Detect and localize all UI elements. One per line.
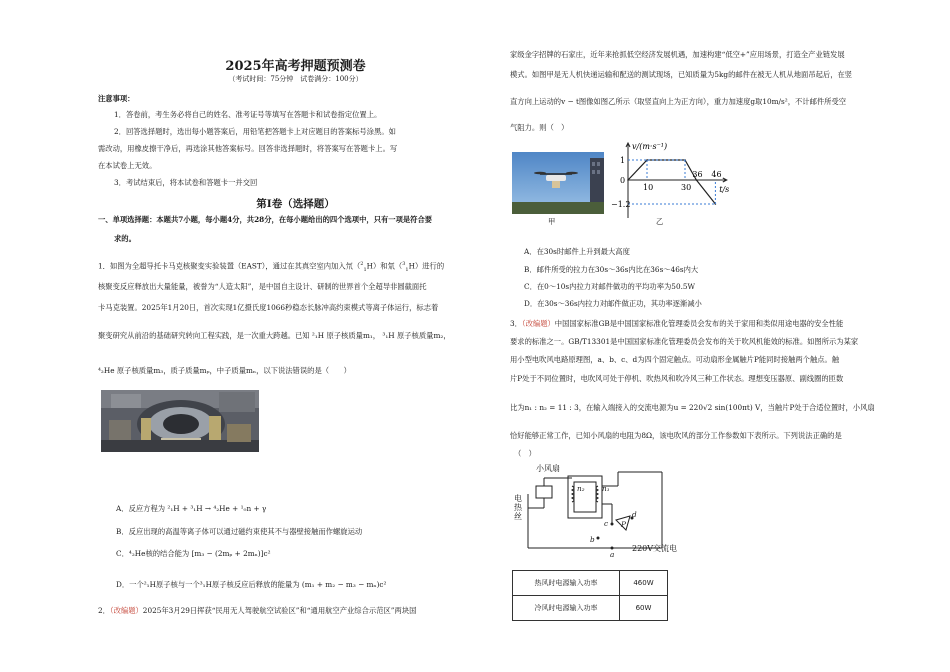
section-intro-2: 求的。 (114, 234, 136, 243)
q2-option-d: D．在30s～36s内拉力对邮件做正功，其功率逐渐减小 (524, 299, 702, 308)
table-row (513, 571, 668, 596)
q1-line-1: 1．如图为全超导托卡马克核聚变实验装置（EAST），通过在其真空室内加入氘（$^2_1$H）和氚（$^3_1$H）进行的 (98, 261, 445, 273)
vt-axes (626, 142, 729, 218)
power-table (512, 570, 668, 621)
q3-line-3: 用小型电吹风电路原理图，a、b、c、d为四个固定触点。可动扇形金属触片P能同时接触两个触点。触 (510, 355, 840, 364)
table-cell: 冷风时电源输入功率 (513, 596, 620, 621)
vt-point (627, 179, 629, 181)
q1-option-d: D．一个²₁H原子核与一个³₁H原子核反应后释放的能量为 (m₁ + m₂ − m₃ − mₙ)c² (116, 580, 387, 589)
q1-option-b: B．反应出现的高温等离子体可以通过磁约束使其不与器壁接触而作螺旋运动 (116, 527, 363, 536)
q2-option-a: A．在30s时邮件上升到最大高度 (524, 247, 630, 256)
q1-line-5: ⁴₂He 原子核质量m₃，质子质量mₚ，中子质量mₙ，以下说法错误的是（ ） (98, 366, 351, 375)
right-column (510, 0, 910, 672)
circuit-heater-label: 电热丝 (514, 494, 522, 521)
vt-point (696, 179, 698, 181)
notes-heading: 注意事项： (98, 94, 135, 103)
q2-r3: 直方向上运动的v − t图像如图乙所示（取竖直向上为正方向），重力加速度g取10m/s²，不计邮件所受空 (510, 97, 847, 106)
circuit-n1-label: n₁ (602, 484, 610, 493)
q2-tag: （改编题） (109, 606, 143, 615)
q3-line-1: 3．（改编题）中国国家标准GB是中国国家标准化管理委员会发布的关于家用和类似用途电器的安全性能 (510, 319, 844, 328)
circuit-a-label: a (610, 550, 615, 559)
note-3: 3．考试结束后，将本试卷和答题卡一并交回 (114, 178, 258, 187)
left-column (98, 0, 493, 672)
exam-subtitle: （考试时间：75分钟 试卷满分：100分） (228, 75, 363, 83)
fig-jia-label: 甲 (548, 217, 556, 226)
circuit-c-label: c (604, 519, 609, 528)
q2-r1: 家级金字招牌的石家庄，近年来抢抓低空经济发展机遇，加速构建“低空+”应用场景，打造全产业链发展 (510, 50, 845, 59)
vt-xtick: 46 (711, 170, 722, 179)
vt-chart (610, 140, 740, 222)
q3-line-4: 片P处于不同位置时，电吹风可处于停机、吹热风和吹冷风三种工作状态。理想变压器原、副线圈的匝数 (510, 374, 844, 383)
fig-yi-label: 乙 (656, 217, 664, 226)
table-cell: 热风时电源输入功率 (513, 571, 620, 596)
q1-line-2: 核聚变反应释放出大量能量，被誉为“人造太阳”，是中国自主设计、研制的世界首个全超导非圆截面托 (98, 282, 427, 291)
q1-option-a: A．反应方程为 ²₁H + ³₁H → ⁴₂He + ¹₀n + γ (116, 504, 267, 513)
note-2a: 2．回答选择题时，选出每小题答案后，用铅笔把答题卡上对应题目的答案标号涂黑。如 (114, 127, 396, 136)
q3-line-7: （ ） (514, 449, 536, 458)
vt-xtick: 36 (692, 170, 703, 179)
q2-option-b: B．邮件所受的拉力在30s～36s内比在36s～46s内大 (524, 265, 699, 274)
vt-xtick: 10 (643, 183, 654, 192)
q3-line-5: 比为n₁ : n₂ = 11 : 3，在输入端接入的交流电源为u = 220√2 sin(100πt) V，当触片P处于合适位置时，小风扇 (510, 403, 875, 412)
q3-line-6: 恰好能够正常工作，已知小风扇的电阻为8Ω，该电吹风的部分工作参数如下表所示。下列说法正确的是 (510, 431, 842, 440)
circuit-diagram (514, 464, 684, 564)
vt-ytick: 0 (620, 176, 626, 185)
q2-line-1: 2．（改编题）2025年3月29日挥获“民用无人驾驶航空试验区”和“通用航空产业综合示范区”两块国 (98, 606, 417, 615)
circuit-n2-label: n₂ (577, 484, 585, 493)
q1-option-c: C．⁴₂He核的结合能为 [m₃ − (2mₚ + 2mₙ)]c² (116, 549, 271, 558)
table-cell: 60W (620, 596, 668, 621)
vt-ylabel: v/(m·s⁻¹) (632, 142, 668, 151)
section-intro-1: 一、单项选择题：本题共7小题，每小题4分，共28分，在每小题给出的四个选项中，只有一项是符合要 (98, 215, 433, 224)
section-title: 第Ⅰ卷（选择题） (256, 198, 335, 210)
q2-option-c: C．在0～10s内拉力对邮件做功的平均功率为50.5W (524, 282, 696, 291)
exam-title: 2025年高考押题预测卷 (225, 59, 366, 74)
vt-xtick: 30 (681, 183, 692, 192)
q1-line-4: 聚变研究从前沿的基础研究转向工程实践，是一次重大跨越。已知 ²₁H 原子核质量m₁， ³₁H 原子核质量m₂， (98, 331, 451, 340)
circuit-p-label: P (621, 520, 626, 529)
vt-series-line (628, 160, 715, 204)
table-cell: 460W (620, 571, 668, 596)
q2-r2: 模式。如图甲是无人机快递运输和配送的测试现场，已知质量为5kg的邮件在被无人机从地面吊起后，在竖 (510, 70, 853, 79)
note-2c: 在本试卷上无效。 (98, 161, 157, 170)
circuit-d-label: d (632, 510, 637, 519)
drone-photo (512, 152, 604, 214)
q2-r4: 气阻力。则（ ） (510, 123, 569, 132)
circuit-ac-label: 220V交流电 (632, 544, 678, 553)
circuit-b-label: b (590, 535, 595, 544)
q3-tag: （改编题） (521, 319, 555, 328)
q1-line-3: 卡马克装置。2025年1月20日，首次实现1亿摄氏度1066秒稳态长脉冲高约束模式等离子体运行，标志着 (98, 303, 439, 312)
note-2b: 需改动，用橡皮擦干净后，再选涂其他答案标号。回答非选择题时，将答案写在答题卡上。写 (98, 144, 398, 153)
note-1: 1．答卷前，考生务必将自己的姓名、准考证号等填写在答题卡和试卷指定位置上。 (114, 110, 382, 119)
vt-ytick: −1.2 (611, 200, 631, 209)
q3-line-2: 要求的标准之一。GB/T13301是中国国家标准化管理委员会发布的关于吹风机能效的标准。如图所示为某家 (510, 337, 859, 346)
table-row (513, 596, 668, 621)
circuit-fan-label: 小风扇 (536, 464, 560, 473)
vt-xlabel: t/s (719, 185, 730, 194)
vt-ytick: 1 (620, 156, 626, 165)
vt-series (627, 159, 716, 205)
east-device-photo (101, 390, 259, 452)
